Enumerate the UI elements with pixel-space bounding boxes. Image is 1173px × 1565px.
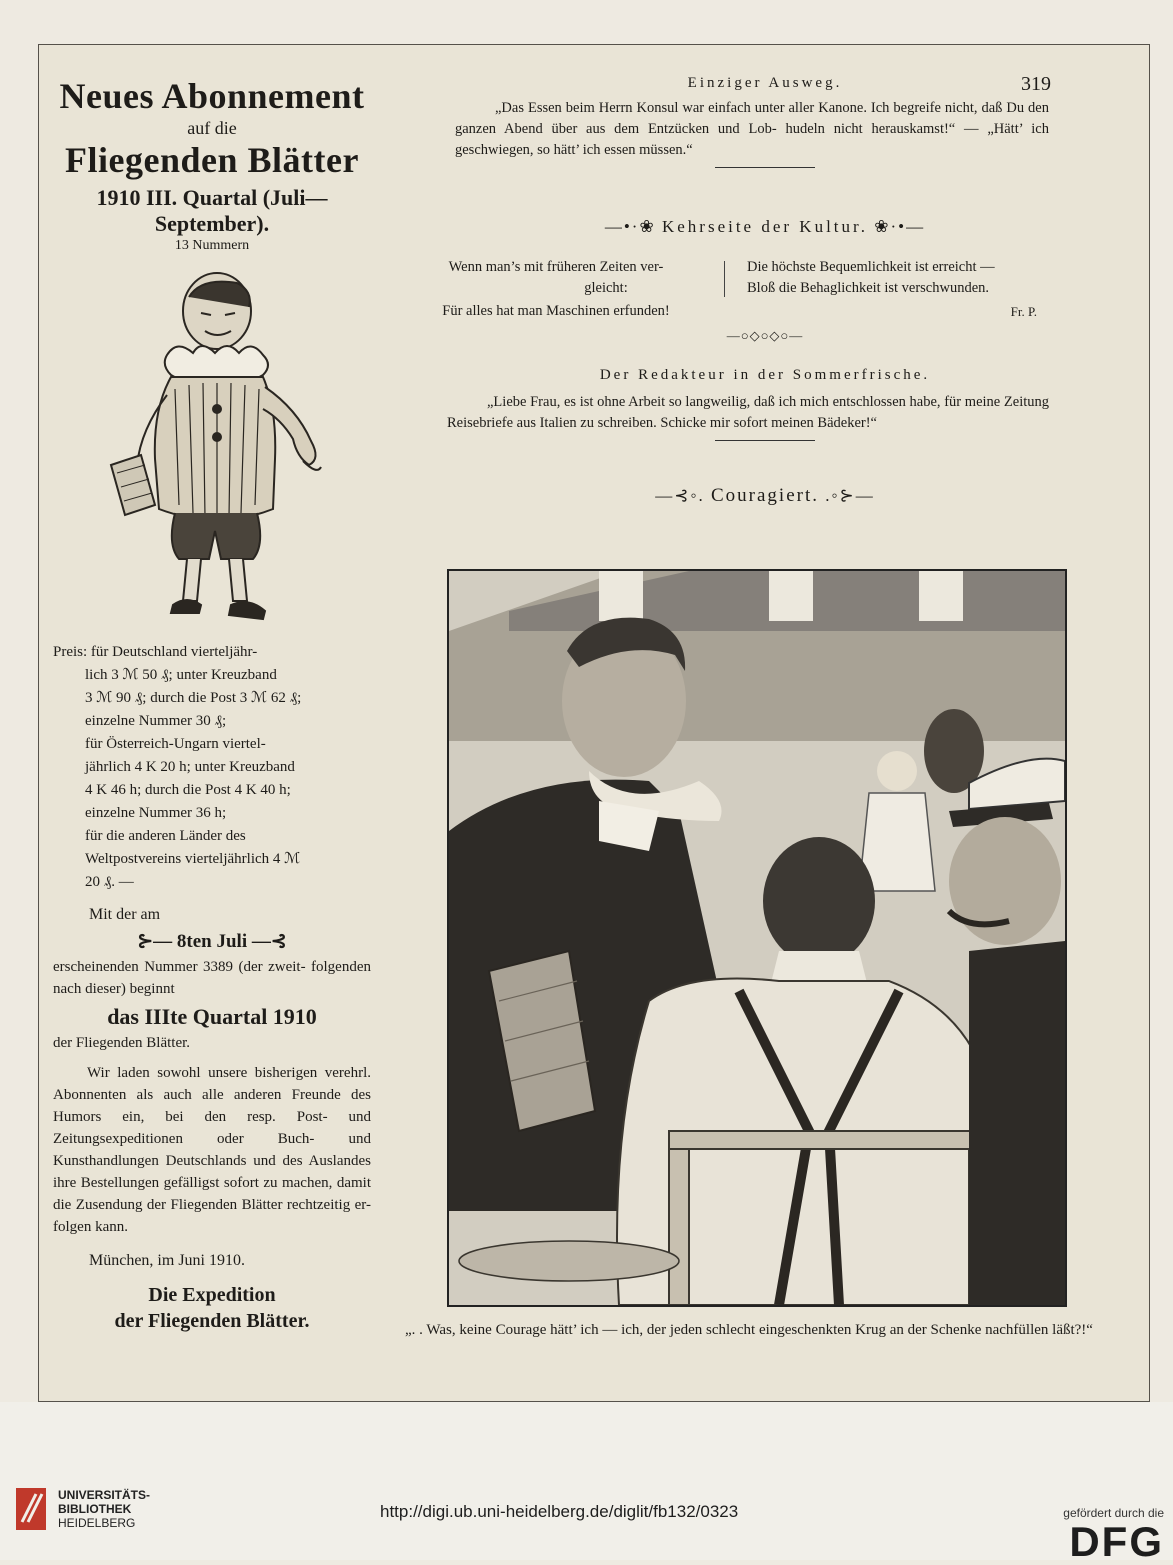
tavern-illustration [447, 569, 1067, 1307]
invite-paragraph: Wir laden sowohl unsere bisherigen verehrl. Abonnenten als auch alle anderen Freunde des Humors ein, bei den resp. Post- und Zeitungsexpeditionen oder Buch- und Kunsthandlungen Deutschlands und des Auslandes ihre Bestellungen gefälligst sofort zu machen, damit die Zusendung der Fliegenden Blätter rechtzeitig er- folgen kann. [53, 1065, 371, 1235]
price-line: 3 ℳ 90 ₰; durch die Post 3 ℳ 62 ₰; [85, 690, 302, 706]
piece-text: „Das Essen beim Herrn Konsul war einfach unter aller Kanone. Ich begreife nicht, daß Du den ganzen Abend über aus dem Entzücken und Lob- hudeln nicht herauskamst!“ — „Hätt’ ich geschwiegen, so hätt’ ich essen müssen.“ [455, 100, 1049, 158]
issue-sentence: erscheinenden Nummer 3389 (der zweit- folgenden nach dieser) beginnt [53, 959, 371, 997]
issue-count: 13 Nummern [174, 238, 250, 253]
piece-einziger-ausweg [395, 75, 1135, 168]
divider-rule [715, 167, 815, 168]
piece-title: Couragiert. [710, 485, 819, 506]
ornament-left: —⊰◦. [655, 486, 705, 505]
place-date: München, im Juni 1910. [89, 1252, 245, 1269]
funded-by-label: gefördert durch die [1063, 1506, 1164, 1520]
signature-line-1: Die Expedition [148, 1284, 276, 1306]
price-line: Preis: für Deutschland vierteljähr- [53, 644, 258, 660]
piece-title: Einziger Ausweg. [687, 75, 843, 91]
piece-title: Kehrseite der Kultur. [661, 217, 869, 236]
price-line: 4 K 46 h; durch die Post 4 K 40 h; [85, 782, 291, 798]
piece-redakteur [395, 367, 1135, 441]
digitization-footer [0, 1402, 1173, 1565]
ornamental-divider: —○◇○◇○— [726, 328, 804, 343]
page-number: 319 [1021, 73, 1051, 95]
library-line: UNIVERSITÄTS- [58, 1488, 151, 1502]
poem-right-line: Bloß die Behaglichkeit ist verschwunden. [747, 280, 990, 296]
digitization-url[interactable]: http://digi.ub.uni-heidelberg.de/diglit/fb132/0323 [380, 1502, 739, 1521]
poem-left-line: gleicht: [584, 280, 628, 296]
kehrseite-heading [395, 217, 1135, 237]
poem-author: Fr. P. [1010, 304, 1037, 319]
jester-illustration [97, 269, 327, 629]
price-line: jährlich 4 K 20 h; unter Kreuzband [85, 759, 295, 775]
illustration-caption: „. . Was, keine Courage hätt’ ich — ich, der jeden schlecht eingeschenkten Krug an der Schenke nachfüllen läßt?!“ [405, 1322, 1093, 1338]
price-line: 20 ₰. — [85, 874, 134, 890]
divider-rule [715, 440, 815, 441]
university-seal-icon [14, 1486, 48, 1532]
mit-der-am: Mit der am [89, 906, 161, 923]
tavern-scene [449, 571, 1065, 1305]
dfg-logo [1024, 1506, 1164, 1564]
signature-line-2: der Fliegenden Blätter. [114, 1310, 310, 1332]
poem-left-line: Wenn man’s mit früheren Zeiten ver- [448, 259, 664, 275]
piece-text: „Liebe Frau, es ist ohne Arbeit so langweilig, daß ich mich entschlossen habe, für meine Zeitung Reisebriefe aus Italien zu schreiben. Schicke mir sofort meinen Bädeker!“ [447, 394, 1049, 431]
price-line: lich 3 ℳ 50 ₰; unter Kreuzband [85, 667, 277, 683]
price-list [53, 641, 371, 894]
price-line: für Österreich-Ungarn viertel- [85, 736, 266, 752]
date-ornament-right: —⊰ [251, 931, 287, 952]
piece-kehrseite-title [395, 217, 1135, 237]
scanned-page [38, 44, 1150, 1402]
journal-title: Fliegenden Blätter [65, 140, 359, 180]
subscription-heading: Neues Abonnement [59, 76, 365, 116]
piece-title: Der Redakteur in der Sommerfrische. [599, 367, 931, 383]
start-date-text: 8ten Juli [176, 931, 248, 952]
price-line: einzelne Nummer 30 ₰; [85, 713, 227, 729]
quarter-line: 1910 III. Quartal (Juli—September). [96, 185, 328, 236]
date-ornament-left: ⊱— [137, 931, 173, 952]
dfg-wordmark: DFG [1069, 1518, 1164, 1565]
quartal-line: das IIIte Quartal 1910 [107, 1004, 317, 1029]
price-line: Weltpostvereins vierteljährlich 4 ℳ [85, 851, 301, 867]
ornament-right: ❀·•— [874, 217, 926, 236]
subscription-heading-connector: auf die [187, 118, 237, 138]
poem-right-line: Die höchste Bequemlichkeit ist erreicht — [747, 259, 995, 275]
library-name [58, 1488, 150, 1530]
library-line: BIBLIOTHEK [58, 1502, 132, 1516]
piece-couragiert-title [395, 485, 1135, 507]
couragiert-heading [395, 485, 1135, 507]
ornament-right: .◦⊱— [825, 486, 875, 505]
poem-left-line: Für alles hat man Maschinen erfunden! [442, 303, 670, 319]
journal-name-line: der Fliegenden Blätter. [53, 1035, 191, 1051]
poem-column-rule [724, 261, 725, 297]
ornament-left: —•·❀ [604, 217, 656, 236]
price-line: einzelne Nummer 36 h; [85, 805, 227, 821]
price-line: für die anderen Länder des [85, 828, 246, 844]
subscription-column [53, 75, 371, 1334]
library-line: HEIDELBERG [58, 1516, 136, 1530]
start-date [53, 928, 371, 956]
heidelberg-library-logo [14, 1486, 150, 1532]
